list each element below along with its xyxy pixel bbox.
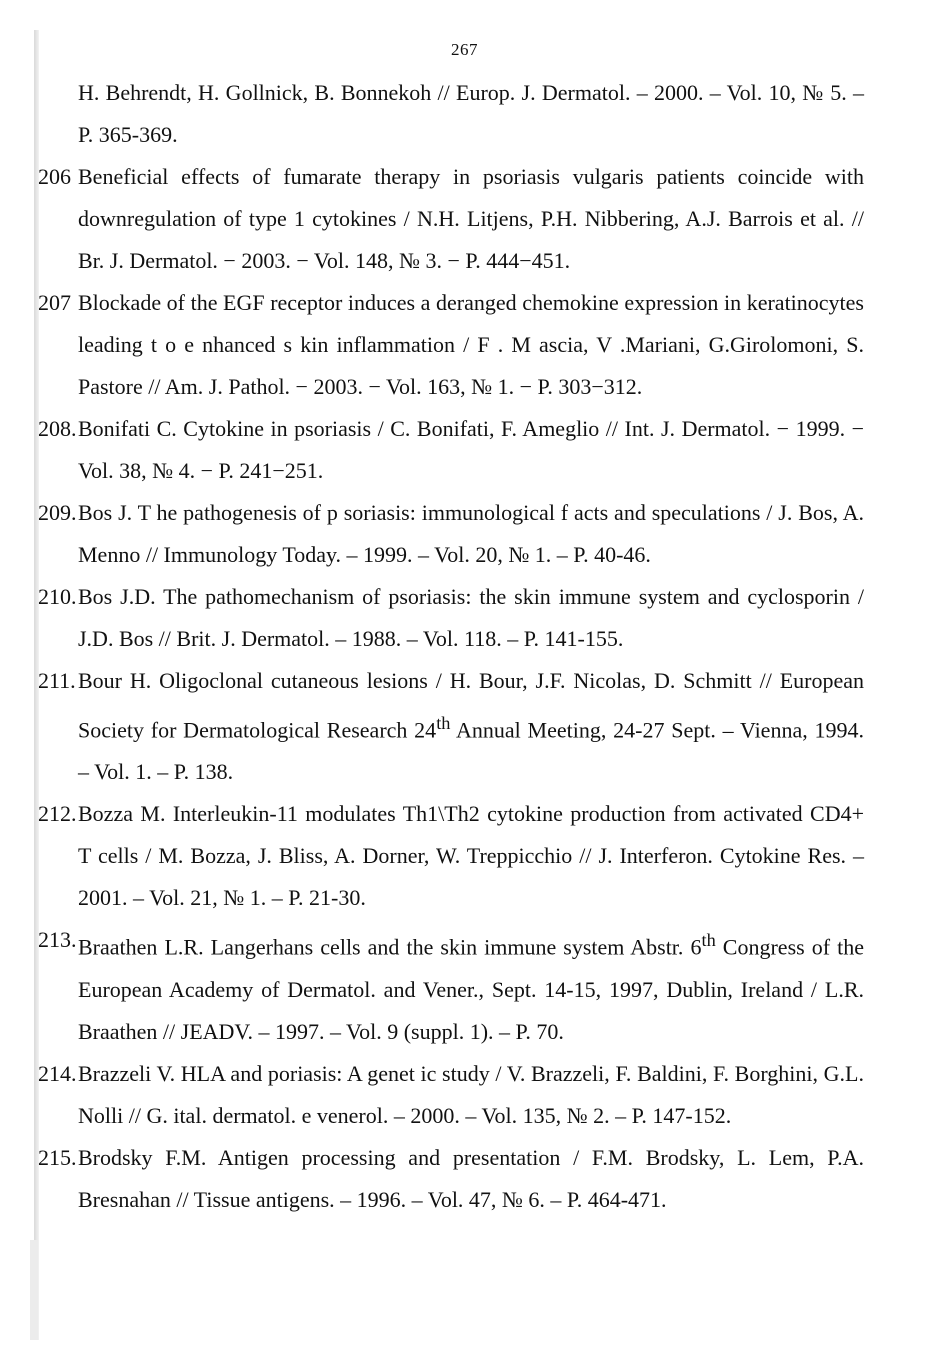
reference-text — [78, 919, 864, 1052]
reference-item — [38, 156, 864, 282]
reference-item — [38, 660, 864, 793]
reference-text-pre: Bour H. Oligoclonal cutaneous lesions / H. Bour, J.F. Nicolas, D. Schmitt // European Society for Dermatological Research 24 — [78, 668, 864, 743]
superscript-ordinal: th — [436, 713, 451, 733]
reference-number: 213. — [38, 927, 77, 953]
reference-item — [38, 408, 864, 492]
reference-item — [38, 1053, 864, 1137]
reference-item — [38, 919, 864, 1052]
reference-text: Brodsky F.M. Antigen processing and presentation / F.M. Brodsky, L. Lem, P.A. Bresnahan // Tissue antigens. – 1996. – Vol. 47, № 6. – P. 464-471. — [78, 1144, 864, 1212]
reference-number: 211. — [38, 668, 76, 693]
reference-number: 214. — [38, 1060, 77, 1086]
reference-item — [38, 576, 864, 660]
reference-text-post: Annual Meeting, 24-27 Sept. – Vienna, 1994. – Vol. 1. – P. 138. — [78, 717, 864, 785]
reference-text: Bonifati C. Cytokine in psoriasis / C. Bonifati, F. Ameglio // Int. J. Dermatol. − 1999. − Vol. 38, № 4. − P. 241−251. — [78, 416, 864, 483]
reference-number: 207 — [38, 290, 71, 315]
reference-text — [78, 660, 864, 793]
superscript-ordinal: th — [701, 930, 716, 951]
reference-item — [38, 1137, 864, 1221]
reference-number — [38, 72, 78, 156]
reference-text: Brazzeli V. HLA and poriasis: A genet ic study / V. Brazzeli, F. Baldini, F. Borghini, G.L. Nolli // G. ital. dermatol. e venerol. – 2000. – Vol. 135, № 2. – P. 147-152. — [78, 1060, 864, 1128]
reference-number: 209. — [38, 500, 77, 525]
reference-text-post: Congress of the European Academy of Dermatol. and Vener., Sept. 14-15, 1997, Dublin, Ireland / L.R. Braathen // JEADV. – 1997. – Vol. 9 (suppl. 1). – P. 70. — [78, 934, 864, 1044]
scan-edge-shadow-lower — [30, 1240, 38, 1340]
reference-text: Bozza M. Interleukin-11 modulates Th1\Th2 cytokine production from activated CD4+ T cells / M. Bozza, J. Bliss, A. Dorner, W. Treppicchio // J. Interferon. Cytokine Res. – 2001. – Vol. 21, № 1. – P. 21-30. — [78, 801, 864, 911]
reference-text: Bos J.D. The pathomechanism of psoriasis: the skin immune system and cyclosporin / J.D. Bos // Brit. J. Dermatol. – 1988. – Vol. 118. – P. 141-155. — [78, 584, 864, 651]
reference-text: Beneficial effects of fumarate therapy in psoriasis vulgaris patients coincide with downregulation of type 1 cytokines / N.H. Litjens, P.H. Nibbering, A.J. Barrois et al. // Br. J. Dermatol. − 2003. − Vol. 148, № 3. − P. 444−451. — [78, 164, 864, 273]
reference-number: 215. — [38, 1144, 77, 1170]
reference-number: 208. — [38, 416, 77, 441]
reference-item — [38, 282, 864, 408]
reference-text-pre: Braathen L.R. Langerhans cells and the skin immune system Abstr. 6 — [78, 934, 702, 960]
reference-text: Bos J. T he pathogenesis of p soriasis: immunological f acts and speculations / J. Bos, A. Menno // Immunology Today. – 1999. – Vol. 20, № 1. – P. 40-46. — [78, 500, 864, 567]
reference-list — [38, 72, 864, 1221]
reference-number: 212. — [38, 801, 77, 827]
reference-number: 210. — [38, 584, 77, 609]
reference-item — [38, 793, 864, 919]
reference-text: H. Behrendt, H. Gollnick, B. Bonnekoh // Europ. J. Dermatol. – 2000. – Vol. 10, № 5. – P. 365-369. — [78, 80, 864, 147]
reference-number: 206 — [38, 164, 71, 189]
reference-text: Blockade of the EGF receptor induces a deranged chemokine expression in keratinocytes leading t o e nhanced s kin inflammation / F . M ascia, V .Mariani, G.Girolomoni, S. Pastore // Am. J. Pathol. − 2003. − Vol. 163, № 1. − P. 303−312. — [78, 290, 864, 399]
page-number: 267 — [451, 40, 478, 59]
reference-item — [38, 492, 864, 576]
reference-item — [38, 72, 864, 156]
